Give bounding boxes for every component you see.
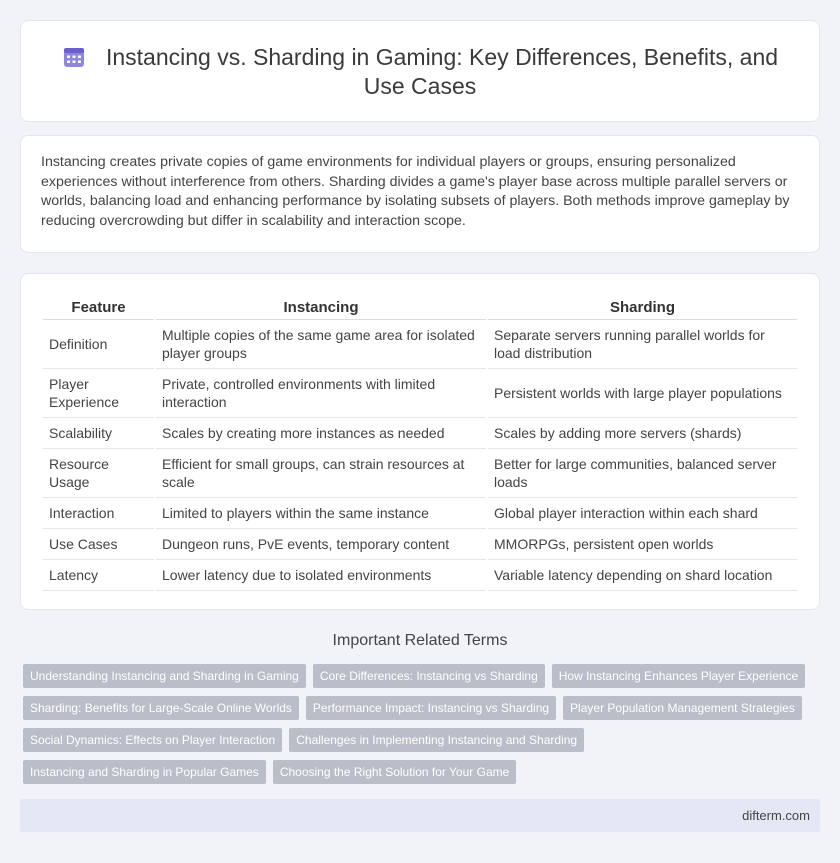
related-term-tag[interactable]: Instancing and Sharding in Popular Games <box>23 760 266 784</box>
related-term-tag[interactable]: Challenges in Implementing Instancing and Sharding <box>289 728 584 752</box>
comparison-card <box>20 273 820 610</box>
sharding-cell: Global player interaction within each shard <box>488 498 797 529</box>
page-title-wrap <box>21 43 819 101</box>
title-card <box>20 20 820 122</box>
table-row <box>43 418 797 449</box>
table-header-row <box>43 296 797 320</box>
page-title: Instancing vs. Sharding in Gaming: Key Differences, Benefits, and Use Cases <box>105 44 779 99</box>
feature-cell: Player Experience <box>43 369 154 418</box>
table-row <box>43 369 797 418</box>
instancing-cell: Lower latency due to isolated environments <box>156 560 486 591</box>
table-row <box>43 560 797 591</box>
instancing-cell: Limited to players within the same instance <box>156 498 486 529</box>
instancing-cell: Scales by creating more instances as needed <box>156 418 486 449</box>
table-row <box>43 320 797 369</box>
instancing-cell: Efficient for small groups, can strain resources at scale <box>156 449 486 498</box>
instancing-cell: Multiple copies of the same game area for isolated player groups <box>156 320 486 369</box>
header-instancing: Instancing <box>156 296 486 320</box>
related-term-tag[interactable]: Player Population Management Strategies <box>563 696 802 720</box>
related-terms-list <box>23 664 813 792</box>
header-feature: Feature <box>43 296 154 320</box>
sharding-cell: Persistent worlds with large player populations <box>488 369 797 418</box>
comparison-table <box>41 296 799 591</box>
feature-cell: Use Cases <box>43 529 154 560</box>
sharding-cell: Better for large communities, balanced server loads <box>488 449 797 498</box>
tag-row <box>23 728 813 752</box>
feature-cell: Scalability <box>43 418 154 449</box>
calendar-grid-icon <box>62 45 86 69</box>
intro-card <box>20 135 820 253</box>
sharding-cell: MMORPGs, persistent open worlds <box>488 529 797 560</box>
related-term-tag[interactable]: How Instancing Enhances Player Experience <box>552 664 805 688</box>
table-row <box>43 498 797 529</box>
sharding-cell: Scales by adding more servers (shards) <box>488 418 797 449</box>
related-term-tag[interactable]: Choosing the Right Solution for Your Game <box>273 760 516 784</box>
feature-cell: Definition <box>43 320 154 369</box>
instancing-cell: Dungeon runs, PvE events, temporary content <box>156 529 486 560</box>
related-term-tag[interactable]: Understanding Instancing and Sharding in Gaming <box>23 664 306 688</box>
table-row <box>43 449 797 498</box>
feature-cell: Interaction <box>43 498 154 529</box>
related-term-tag[interactable]: Social Dynamics: Effects on Player Interaction <box>23 728 282 752</box>
tag-row <box>23 664 813 688</box>
related-term-tag[interactable]: Core Differences: Instancing vs Sharding <box>313 664 545 688</box>
feature-cell: Resource Usage <box>43 449 154 498</box>
related-term-tag[interactable]: Performance Impact: Instancing vs Sharding <box>306 696 556 720</box>
footer-site-link[interactable]: difterm.com <box>742 808 810 823</box>
related-term-tag[interactable]: Sharding: Benefits for Large-Scale Online Worlds <box>23 696 299 720</box>
sharding-cell: Separate servers running parallel worlds for load distribution <box>488 320 797 369</box>
table-row <box>43 529 797 560</box>
tag-row <box>23 760 813 784</box>
tag-row <box>23 696 813 720</box>
feature-cell: Latency <box>43 560 154 591</box>
footer-bar <box>20 799 820 832</box>
related-terms-heading: Important Related Terms <box>332 632 508 649</box>
sharding-cell: Variable latency depending on shard location <box>488 560 797 591</box>
intro-paragraph: Instancing creates private copies of game environments for individual players or groups, ensuring personalized experiences without interference from others. Sharding divides a game's player base across multiple parallel servers or worlds, balancing load and enhancing performance by isolating subsets of players. Both methods improve gameplay by reducing overcrowding but differ in scalability and interaction scope. <box>41 154 790 229</box>
instancing-cell: Private, controlled environments with limited interaction <box>156 369 486 418</box>
header-sharding: Sharding <box>488 296 797 320</box>
